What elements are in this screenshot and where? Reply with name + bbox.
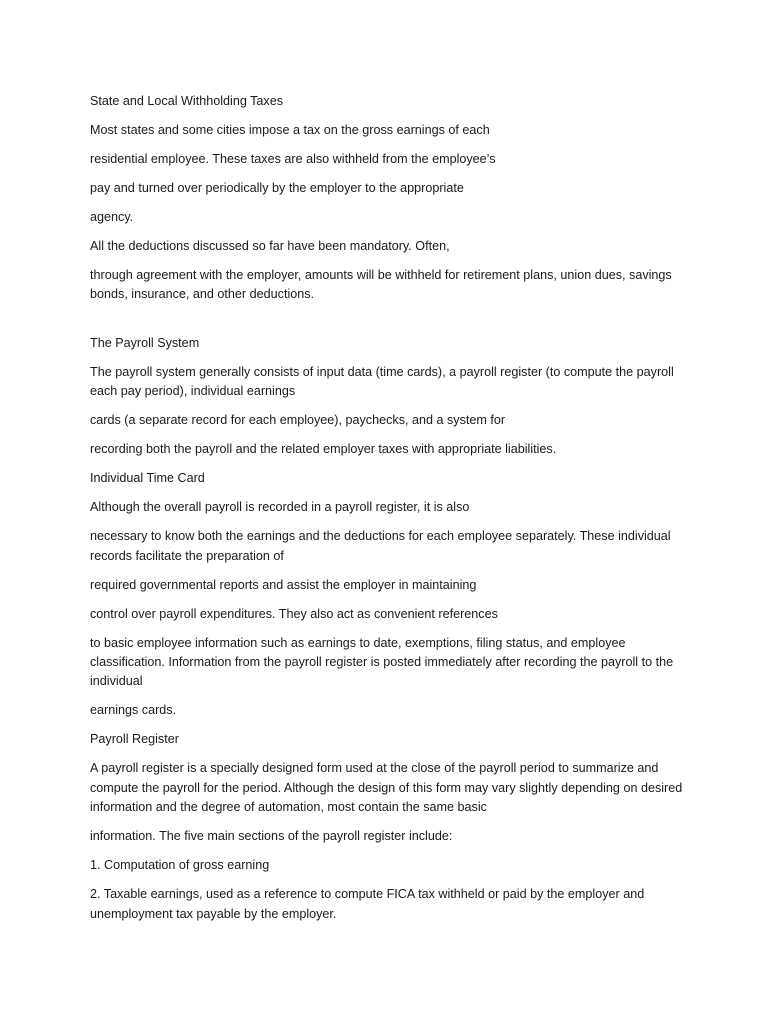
paragraph-line: information. The five main sections of the payroll register include: (90, 829, 453, 844)
paragraph-line: control over payroll expenditures. They also act as convenient references (90, 606, 498, 621)
paragraph-line: residential employee. These taxes are also withheld from the employee’s (90, 152, 496, 166)
paragraph-line: Most states and some cities impose a tax on the gross earnings of each (90, 123, 490, 137)
paragraph-line: cards (a separate record for each employee), paychecks, and a system for (90, 413, 506, 428)
paragraph-line: recording both the payroll and the related employer taxes with appropriate liabilities. (90, 442, 557, 457)
paragraph-line: required governmental reports and assist the employer in maintaining (90, 577, 477, 592)
section-heading: Payroll Register (90, 732, 179, 747)
paragraph-line: All the deductions discussed so far have been mandatory. Often, (90, 239, 450, 253)
section-heading: State and Local Withholding Taxes (90, 94, 283, 108)
paragraph-line: to basic employee information such as earnings to date, exemptions, filing status, and employee classification. Information from the payroll register is posted immediately after recording the payroll to the individual (90, 635, 674, 689)
paragraph-line: earnings cards. (90, 703, 177, 718)
paragraph-line: The payroll system generally consists of input data (time cards), a payroll register (to compute the payroll each pay period), individual earnings (90, 364, 674, 399)
list-item: 2. Taxable earnings, used as a reference to compute FICA tax withheld or paid by the employer and unemployment tax payable by the employer. (90, 887, 645, 921)
paragraph-line: pay and turned over periodically by the employer to the appropriate (90, 181, 464, 195)
paragraph-line: through agreement with the employer, amounts will be withheld for retirement plans, union dues, savings bonds, insurance, and other deductions. (90, 268, 672, 302)
document-page (90, 92, 690, 934)
paragraph-line: necessary to know both the earnings and the deductions for each employee separately. These individual records facilitate the preparation of (90, 529, 671, 563)
paragraph-line: A payroll register is a specially designed form used at the close of the payroll period to summarize and compute the payroll for the period. Although the design of this form may vary slightly depending on desired information and the degree of automation, most contain the same basic (90, 761, 683, 815)
paragraph-line: Although the overall payroll is recorded in a payroll register, it is also (90, 500, 470, 515)
paragraph-line: agency. (90, 210, 134, 224)
section-heading: Individual Time Card (90, 471, 205, 486)
section-heading: The Payroll System (90, 335, 200, 350)
list-item: 1. Computation of gross earning (90, 858, 270, 873)
